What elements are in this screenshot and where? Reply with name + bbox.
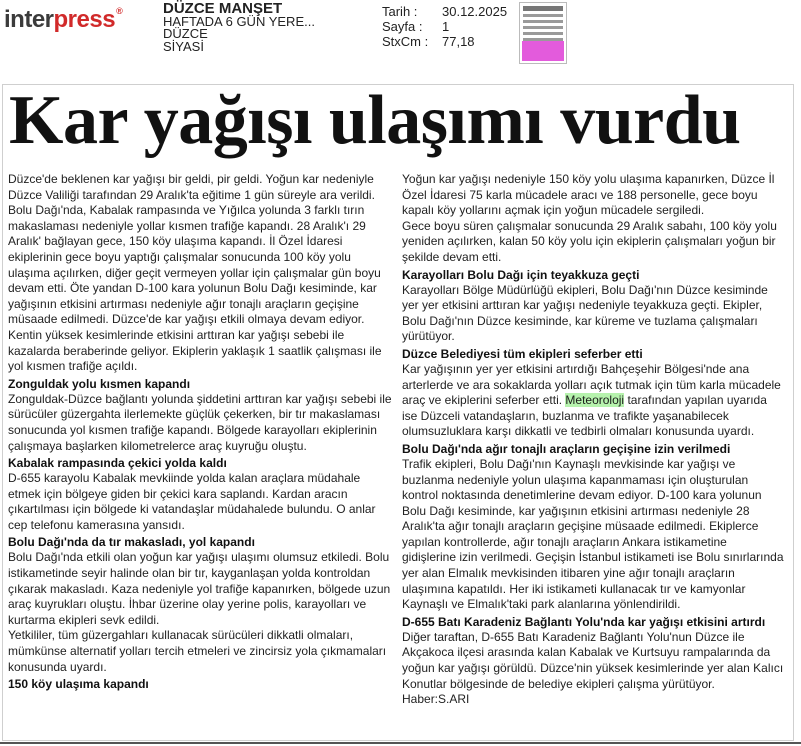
paragraph: Diğer taraftan, D-655 Batı Karadeniz Bağlantı Yolu'nun Düzce ile Akçakoca ilçesi arasında kalan Kabalak ve Kurtsuyu rampalarında da yoğun kar yağışı görüldü. Düzce'nin yüksek kesimlerinde yer alan Kalıcı Konutlar bölgesinde de belediye ekipleri çalışma yürütüyor. Haber:S.ARI: [402, 629, 784, 707]
paragraph: Trafik ekipleri, Bolu Dağı'nın Kaynaşlı mevkisinde kar yağışı ve buzlanma nedeniyle yolun ulaşıma kapanmaması için oluşturulan kontrol noktasında denetimlerine devam ediyor. D-100 kara yolunun Bolu Dağı kesiminde, kar yağışının etkisini artırması nedeniyle 28 Aralık'ta ağır tonajlı araçların geçişine müsaade edilmedi. Ekiplerce yapılan kontrollerde, ağır tonajlı araçların Ankara istikametine gidişlerine izin verilmedi. Geçişin İstanbul istikameti ise Bolu sınırlarında yer alan Elmalık mevkisinden itibaren yine ağır tonajlı araçların ulaşımına kapatıldı. Her iki istikameti kullanacak tır ve kamyonlar Kaynaşlı ve Elmalık'taki park alanlarına yönlendirildi.: [402, 456, 784, 612]
publication-info: [163, 0, 315, 54]
paragraph: Yetkililer, tüm güzergahları kullanacak sürücüleri dikkatli olmaları, mümkünse alternatif yolları tercih etmeleri ve zincirsiz yola çıkmamaları konusunda uyardı.: [8, 628, 387, 674]
paragraph: Karayolları Bölge Müdürlüğü ekipleri, Bolu Dağı'nın Düzce kesiminde yer yer etkisini arttıran kar yağışı nedeniyle teyakkuza geçti. Ekipler, Bolu Dağı'nın Düzce kesiminde, kar küreme ve tuzlama çalışmaları yürütüyor.: [402, 282, 768, 344]
paragraph-text: Kar yağışının yer yer etkisini artırdığı Bahçeşehir Bölgesi'nde ana arterlerde ve ara sokaklarda yolları açık tutmak için tüm karla mücadele araç ve ekiplerini seferber etti.: [402, 361, 781, 408]
logo-accent-text: press: [53, 6, 116, 33]
page-value: 1: [442, 19, 450, 34]
page-row: [382, 19, 507, 34]
paragraph: [402, 362, 784, 440]
interpress-logo: [4, 6, 122, 34]
publication-city: DÜZCE: [163, 26, 208, 41]
article-column-left: [8, 172, 392, 692]
stxcm-label: StxCm :: [382, 34, 429, 49]
registered-mark: ®: [116, 6, 123, 16]
paragraph: D-655 karayolu Kabalak mevkiinde yolda kalan araçlara müdahale etmek için bölgeye giden bir çekici kara saplandı. Kardan aracın çıkartılması için bölgede ki vatandaşlar müdahalede bulundu. O anlar cep telefonu kamerasına yansıdı.: [8, 471, 376, 532]
subheading: Düzce Belediyesi tüm ekipleri seferber etti: [402, 346, 643, 361]
clipping-meta: [382, 4, 507, 49]
page-thumbnail[interactable]: [519, 2, 567, 64]
logo-main-text: inter: [4, 6, 54, 33]
subheading: Bolu Dağı'nda ağır tonajlı araçların geçişine izin verilmedi: [402, 441, 731, 456]
paragraph: Bolu Dağı'nda etkili olan yoğun kar yağışı ulaşımı olumsuz etkiledi. Bolu istikametinde seyir halinde olan bir tır, kayganlaşan yolda kontroldan çıkarak makasladı. Kaza nedeniyle yol trafiğe kapanırken, bölgede uzun araç kuyrukları oluştu. İhbar üzerine olay yerine polis, karayolları ve kurtarma ekipleri sevk edildi.: [8, 550, 391, 627]
subheading: Kabalak rampasında çekici yolda kaldı: [8, 456, 227, 471]
stxcm-value: 77,18: [442, 34, 475, 49]
highlighted-keyword: Meteoroloji: [565, 393, 625, 408]
date-label: Tarih :: [382, 4, 418, 19]
subheading: 150 köy ulaşıma kapandı: [8, 677, 149, 692]
subheading: D-655 Batı Karadeniz Bağlantı Yolu'nda kar yağışı etkisini artırdı: [402, 614, 766, 629]
stxcm-row: [382, 34, 507, 49]
clipping-header: [0, 0, 801, 82]
paragraph-text: tarafından yapılan uyarıda ise Düzceli vatandaşların, buzlanma ve trafikte yaşanabilecek olumsuzluklara karşı dikkatli ve tedbirli olmaları konusunda uyardı.: [402, 393, 767, 439]
publication-name: DÜZCE MANŞET: [163, 0, 283, 17]
page-label: Sayfa :: [382, 19, 423, 34]
article-column-right: [402, 172, 784, 708]
paragraph: Düzce'de beklenen kar yağışı bir geldi, pir geldi. Yoğun kar nedeniyle Düzce Valiliği tarafından 29 Aralık'ta eğitime 1 gün süreyle ara verildi. Bolu Dağı'nda, Kabalak rampasında ve Yığılca yolunda 3 farklı tırın makaslaması nedeniyle yollar kısmen trafiğe kapandı. 28 Aralık'ı 29 Aralık' bağlayan gece, 150 köy ulaşıma kapandı. İl Özel İdaresi ekiplerinin gece boyu yaptığı çalışmalar sonucunda 100 köy yolu ulaşıma açılırken, diğer geçit vermeyen yollar için çalışmalar gün boyu devam etti. Öte yandan D-100 kara yolunun Bolu Dağı kesiminde, kar yağışının etkisini artırması nedeniyle ağır tonajlı araçların geçişine müsaade edilmedi. Düzce'de kar yağışı etkili olmaya devam ediyor. Kentin yüksek kesimlerinde etkisini arttıran kar yağışı sebebi ile kazalarda beraberinde geliyor. Ekiplerin yaklaşık 1 saatlik çalışması ile yol kısmen trafiğe açıldı.: [8, 172, 382, 374]
date-row: [382, 4, 507, 19]
paragraph: Yoğun kar yağışı nedeniyle 150 köy yolu ulaşıma kapanırken, Düzce İl Özel İdaresi 75 karla mücadele aracı ve 188 personelle, gece boyu kapalı köy yollarını açmak için yoğun mücadele sergiledi.: [402, 172, 775, 218]
paragraph: Gece boyu süren çalışmalar sonucunda 29 Aralık sabahı, 100 köy yolu yeniden açılırken, kalan 50 köy yolu için ekiplerin çalışmaları yoğun bir şekilde devam etti.: [402, 218, 777, 264]
date-value: 30.12.2025: [442, 4, 508, 19]
paragraph: Zonguldak-Düzce bağlantı yolunda şiddetini arttıran kar yağışı sebebi ile sürücüler güzergahta ilerlemekte güçlük çekerken, bir tır makaslaması sonucunda yol kısmen trafiğe kapandı. Bölgede karayolları ekiplerinin çalışmaya başlarken kilometrelerce araç kuyruğu oluştu.: [8, 391, 392, 453]
publication-frequency: HAFTADA 6 GÜN YERE...: [163, 13, 315, 29]
publication-category: SİYASİ: [163, 38, 204, 54]
subheading: Zonguldak yolu kısmen kapandı: [8, 376, 191, 391]
bottom-divider: [0, 742, 801, 744]
article-headline: Kar yağışı ulaşımı vurdu: [9, 82, 741, 159]
thumbnail-article-highlight: [522, 41, 564, 61]
subheading: Bolu Dağı'nda da tır makasladı, yol kapandı: [8, 535, 255, 550]
subheading: Karayolları Bolu Dağı için teyakkuza geçti: [402, 267, 640, 282]
